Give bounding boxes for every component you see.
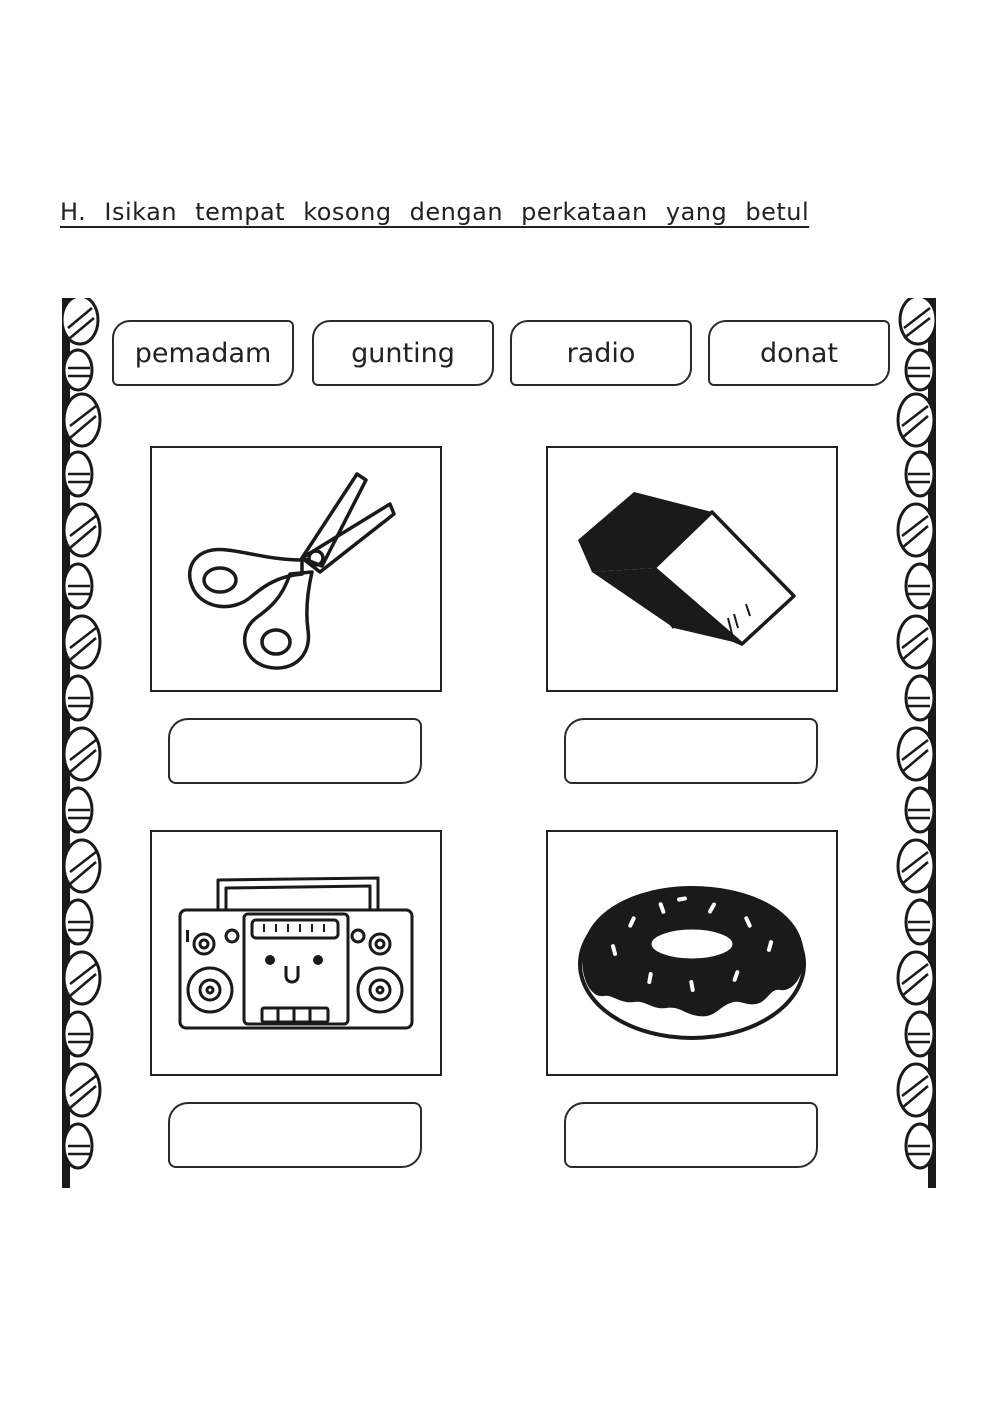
decorative-border-right: [892, 298, 936, 1188]
word-chip-pemadam[interactable]: pemadam: [112, 320, 294, 386]
answer-field-eraser[interactable]: [564, 718, 818, 784]
eraser-icon: [548, 448, 836, 690]
instruction-heading: H. Isikan tempat kosong dengan perkataan yang betul: [60, 198, 810, 226]
word-chip-donat[interactable]: donat: [708, 320, 890, 386]
picture-box-scissors: [150, 446, 442, 692]
picture-box-eraser: [546, 446, 838, 692]
picture-box-radio: [150, 830, 442, 1076]
answer-field-donut[interactable]: [564, 1102, 818, 1168]
word-chip-radio[interactable]: radio: [510, 320, 692, 386]
word-chip-gunting[interactable]: gunting: [312, 320, 494, 386]
decorative-border-left: [62, 298, 106, 1188]
answer-field-scissors[interactable]: [168, 718, 422, 784]
radio-icon: [152, 832, 440, 1074]
word-bank: [112, 320, 892, 390]
donut-icon: [548, 832, 836, 1074]
picture-box-donut: [546, 830, 838, 1076]
scissors-icon: [152, 448, 440, 690]
worksheet-frame: [62, 298, 936, 1188]
answer-field-radio[interactable]: [168, 1102, 422, 1168]
